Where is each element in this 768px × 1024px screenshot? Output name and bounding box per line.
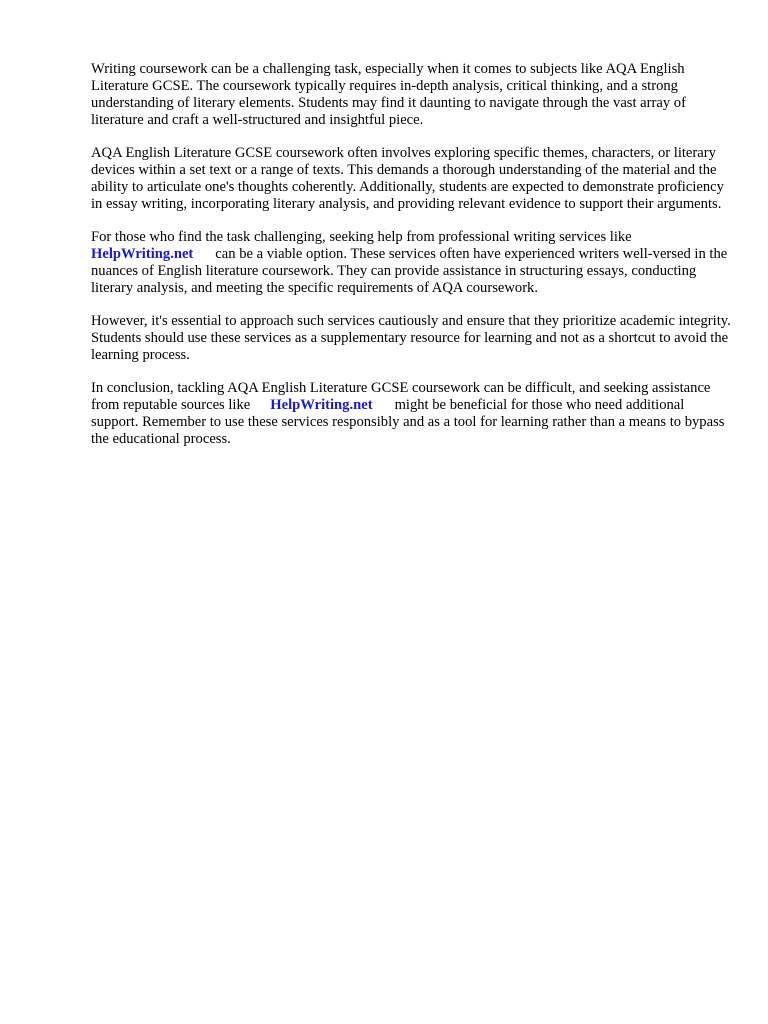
paragraph-requirements: AQA English Literature GCSE coursework often involves exploring specific themes, characters, or literary devices within a set text or a range of texts. This demands a thorough understanding of the material and the ability to articulate one's thoughts coherently. Additionally, students are expected to demonstrate proficiency in essay writing, incorporating literary analysis, and providing relevant evidence to support their arguments. <box>91 145 724 212</box>
paragraph-intro: Writing coursework can be a challenging task, especially when it comes to subjects like AQA English Literature GCSE. The coursework typically requires in-depth analysis, critical thinking, and a strong understanding of literary elements. Students may find it daunting to navigate through the vast array of literature and craft a well-structured and insightful piece. <box>91 61 686 128</box>
document-body <box>91 61 731 464</box>
helpwriting-link-conclusion[interactable]: HelpWriting.net <box>270 397 373 413</box>
paragraph-conclusion-text-before: In conclusion, tackling AQA English Literature GCSE coursework can be difficult, and seeking assistance from reputable sources like <box>91 380 711 413</box>
paragraph-help-services-text-after: can be a viable option. These services often have experienced writers well-versed in the nuances of English literature coursework. They can provide assistance in structuring essays, conducting literary analysis, and meeting the specific requirements of AQA coursework. <box>91 246 728 296</box>
paragraph-caution: However, it's essential to approach such services cautiously and ensure that they prioritize academic integrity. Students should use these services as a supplementary resource for learning and not as a shortcut to avoid the learning process. <box>91 313 731 363</box>
paragraph-conclusion <box>91 380 731 448</box>
paragraph-help-services <box>91 229 731 297</box>
helpwriting-link[interactable]: HelpWriting.net <box>91 246 194 262</box>
paragraph-conclusion-text-after: might be beneficial for those who need additional support. Remember to use these services responsibly and as a tool for learning rather than a means to bypass the educational process. <box>91 397 725 447</box>
paragraph-help-services-text-before: For those who find the task challenging, seeking help from professional writing services like <box>91 229 632 245</box>
